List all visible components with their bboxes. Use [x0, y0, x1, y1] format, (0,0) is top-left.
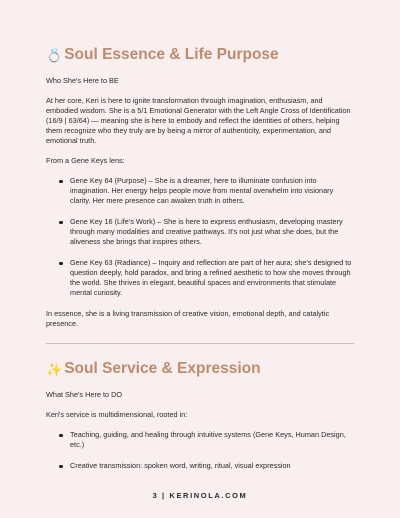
list-item-text: Creative transmission: spoken word, writing, ritual, visual expression	[70, 461, 291, 470]
gold-ring-icon: 💍	[46, 47, 63, 63]
list-item	[46, 217, 354, 247]
bullet-dot	[59, 434, 63, 438]
bullet-dot	[59, 180, 63, 184]
section-title-text: Soul Service & Expression	[64, 360, 261, 377]
list-item-text: Gene Key 64 (Purpose) – She is a dreamer, here to illuminate confusion into imagination. Her energy helps people move from mental overwhelm into visionary clarity. Her mere presence can awaken truth in others.	[70, 176, 334, 205]
list-item	[46, 461, 354, 471]
page-footer: 3 | KERINOLA.COM	[152, 491, 248, 500]
intro-paragraph: At her core, Keri is here to ignite transformation through imagination, enthusiasm, and embodied wisdom. She is a 5/1 Emotional Generator with the Left Angle Cross of Identification (16/9 | 63/64) — meaning she is here to embody and reflect the identities of others, helping them recognize who they truly are by being a mirror of authenticity, experimentation, and emotional truth.	[46, 96, 351, 145]
intro-paragraph: Keri's service is multidimensional, rooted in:	[46, 410, 188, 419]
section-subhead: What She's Here to DO	[46, 390, 123, 399]
service-list	[46, 430, 354, 471]
section-title-text: Soul Essence & Life Purpose	[64, 46, 279, 63]
section-soul-essence	[46, 44, 354, 329]
closing-paragraph: In essence, she is a living transmission of creative vision, emotional depth, and catalytic presence.	[46, 309, 330, 328]
list-item-text: Teaching, guiding, and healing through intuitive systems (Gene Keys, Human Design, etc.)	[70, 430, 346, 449]
list-item	[46, 430, 354, 450]
list-item	[46, 258, 354, 298]
section-title	[46, 358, 354, 380]
lens-intro: From a Gene Keys lens:	[46, 156, 125, 165]
page-content	[46, 44, 354, 482]
sparkles-icon: ✨	[46, 361, 63, 377]
list-item	[46, 176, 354, 206]
gene-keys-list	[46, 176, 354, 298]
bullet-dot	[59, 465, 63, 469]
bullet-dot	[59, 221, 63, 225]
section-divider	[46, 343, 354, 344]
section-subhead: Who She's Here to BE	[46, 76, 119, 85]
list-item-text: Gene Key 63 (Radiance) – Inquiry and reflection are part of her aura; she's designed to question deeply, hold paradox, and bring a refined aesthetic to how she moves through the world. She thrives in elegant, beautiful spaces and environments that stimulate mental curiosity.	[70, 258, 352, 297]
bullet-dot	[59, 262, 63, 266]
section-title	[46, 44, 354, 66]
list-item-text: Gene Key 16 (Life's Work) – She is here to express enthusiasm, developing mastery through many modalities and creative pathways. It's not just what she does, but the aliveness she brings that inspires others.	[70, 217, 343, 246]
section-soul-service	[46, 358, 354, 471]
